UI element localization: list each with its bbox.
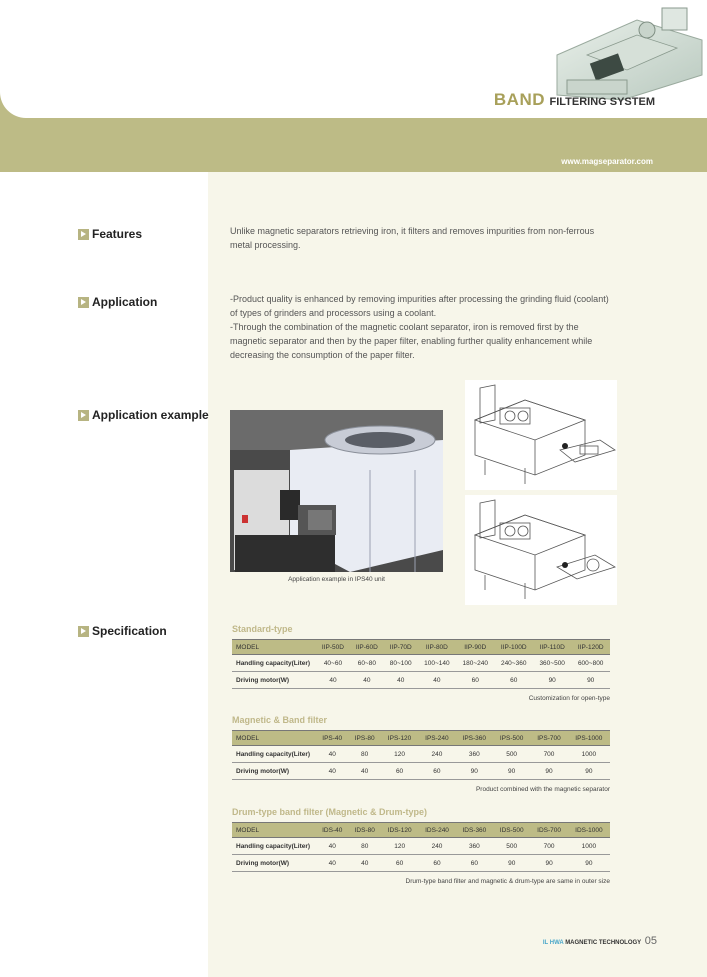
cell: 40 xyxy=(348,855,380,872)
table-row xyxy=(232,855,610,872)
cell: 40 xyxy=(316,672,350,689)
cell: 90 xyxy=(571,672,610,689)
photo-caption: Application example in IPS40 unit xyxy=(288,576,385,583)
header-cell: IIP-60D xyxy=(350,640,384,655)
application-line-2: -Through the combination of the magnetic coolant separator, iron is removed first by the magnetic separator and then by the paper filter, enabling further quality enhancement while decreasing the consumption of the paper filter. xyxy=(230,322,593,360)
cell: 40 xyxy=(384,672,418,689)
cell: 60 xyxy=(381,763,418,780)
header-cell: IDS-360 xyxy=(456,823,493,838)
cell: 360~500 xyxy=(533,655,571,672)
header-cell: IIP-70D xyxy=(384,640,418,655)
cell: 60 xyxy=(418,855,455,872)
cell: 40 xyxy=(316,838,348,855)
cell: 90 xyxy=(493,763,530,780)
cell: 500 xyxy=(493,746,530,763)
cell: 700 xyxy=(530,838,567,855)
features-heading-text: Features xyxy=(92,227,143,241)
cell: 180~240 xyxy=(456,655,494,672)
cell: 360 xyxy=(456,838,493,855)
arrow-icon xyxy=(78,410,89,421)
table-title-magnetic: Magnetic & Band filter xyxy=(232,715,328,725)
spec-table-magnetic xyxy=(232,730,610,780)
arrow-icon xyxy=(78,626,89,637)
header-cell: IPS-360 xyxy=(456,731,493,746)
cell: 90 xyxy=(493,855,530,872)
table-row xyxy=(232,838,610,855)
header-cell: MODEL xyxy=(232,640,316,655)
table-header-row xyxy=(232,823,610,838)
application-text xyxy=(230,292,610,362)
page-title xyxy=(494,90,655,110)
header-cell: IDS-120 xyxy=(381,823,418,838)
arrow-icon xyxy=(78,297,89,308)
table-row xyxy=(232,746,610,763)
features-heading xyxy=(78,227,142,241)
title-sub: FILTERING SYSTEM xyxy=(549,96,655,108)
cell: 1000 xyxy=(568,746,610,763)
arrow-icon xyxy=(78,229,89,240)
cell: 60 xyxy=(381,855,418,872)
row-label: Driving motor(W) xyxy=(232,763,316,780)
application-line-1: -Product quality is enhanced by removing impurities after processing the grinding fluid (coolant) of types of grinders and processors using a coolant. xyxy=(230,294,609,318)
cell: 700 xyxy=(530,746,567,763)
footer-brand: IL HWA xyxy=(542,940,564,946)
cell: 240~360 xyxy=(494,655,533,672)
cell: 90 xyxy=(533,672,571,689)
cell: 60 xyxy=(456,672,494,689)
header-cell: IPS-240 xyxy=(418,731,455,746)
spec-table-drum xyxy=(232,822,610,872)
machine-drawing-top xyxy=(465,380,617,490)
header-cell: IIP-120D xyxy=(571,640,610,655)
table-header-row xyxy=(232,640,610,655)
cell: 240 xyxy=(418,746,455,763)
header-cell: IDS-240 xyxy=(418,823,455,838)
cell: 40 xyxy=(348,763,380,780)
page-number: 05 xyxy=(644,935,657,947)
header-cell: IDS-40 xyxy=(316,823,348,838)
spec-table-standard xyxy=(232,639,610,689)
application-example-heading-text: Application example xyxy=(92,408,209,422)
header-cell: IPS-80 xyxy=(348,731,380,746)
cell: 90 xyxy=(568,763,610,780)
row-label: Handling capacity(Liter) xyxy=(232,746,316,763)
footer-text: MAGNETIC TECHNOLOGY xyxy=(565,940,642,946)
table-note-magnetic: Product combined with the magnetic separator xyxy=(475,786,610,793)
header-cell: IPS-1000 xyxy=(568,731,610,746)
header-cell: IIP-110D xyxy=(533,640,571,655)
page-footer xyxy=(543,935,657,947)
cell: 40 xyxy=(316,855,348,872)
table-header-row xyxy=(232,731,610,746)
header-cell: IDS-500 xyxy=(493,823,530,838)
cell: 40 xyxy=(350,672,384,689)
machine-drawing-bottom xyxy=(465,495,617,605)
header-cell: IPS-500 xyxy=(493,731,530,746)
table-note-drum: Drum-type band filter and magnetic & drum-type are same in outer size xyxy=(405,878,610,885)
cell: 40 xyxy=(316,746,348,763)
header-cell: IDS-700 xyxy=(530,823,567,838)
header-cell: IPS-700 xyxy=(530,731,567,746)
header-cell: IIP-90D xyxy=(456,640,494,655)
features-text: Unlike magnetic separators retrieving iron, it filters and removes impurities from non-ferrous metal processing. xyxy=(230,226,595,250)
specification-heading-text: Specification xyxy=(92,624,167,638)
application-heading-text: Application xyxy=(92,295,158,309)
cell: 120 xyxy=(381,746,418,763)
header-cell: MODEL xyxy=(232,823,316,838)
table-title-standard: Standard-type xyxy=(232,624,293,634)
cell: 80 xyxy=(348,838,380,855)
left-column xyxy=(0,170,208,977)
website-url: www.magseparator.com xyxy=(561,157,653,166)
cell: 1000 xyxy=(568,838,610,855)
row-label: Handling capacity(Liter) xyxy=(232,655,316,672)
table-row xyxy=(232,655,610,672)
cell: 80~100 xyxy=(384,655,418,672)
cell: 90 xyxy=(456,763,493,780)
table-note-standard: Customization for open-type xyxy=(528,695,610,702)
cell: 90 xyxy=(568,855,610,872)
header-cell: IDS-80 xyxy=(348,823,380,838)
machine-header-image xyxy=(527,0,707,100)
cell: 100~140 xyxy=(418,655,456,672)
table-row xyxy=(232,672,610,689)
table-row xyxy=(232,763,610,780)
cell: 60 xyxy=(494,672,533,689)
table-title-drum: Drum-type band filter (Magnetic & Drum-type) xyxy=(232,807,428,817)
cell: 600~800 xyxy=(571,655,610,672)
header-cell: IDS-1000 xyxy=(568,823,610,838)
header-cell: IPS-120 xyxy=(381,731,418,746)
cell: 80 xyxy=(348,746,380,763)
application-heading xyxy=(78,295,157,309)
row-label: Driving motor(W) xyxy=(232,672,316,689)
header-cell: IIP-100D xyxy=(494,640,533,655)
cell: 40 xyxy=(418,672,456,689)
application-photo xyxy=(230,410,443,572)
header-cell: IPS-40 xyxy=(316,731,348,746)
cell: 240 xyxy=(418,838,455,855)
cell: 60 xyxy=(456,855,493,872)
specification-heading xyxy=(78,624,167,638)
header-cell: IIP-80D xyxy=(418,640,456,655)
cell: 40~60 xyxy=(316,655,350,672)
cell: 60~80 xyxy=(350,655,384,672)
cell: 500 xyxy=(493,838,530,855)
cell: 60 xyxy=(418,763,455,780)
title-main: BAND xyxy=(493,90,546,109)
cell: 40 xyxy=(316,763,348,780)
cell: 360 xyxy=(456,746,493,763)
header-cell: MODEL xyxy=(232,731,316,746)
header-cell: IIP-50D xyxy=(316,640,350,655)
cell: 90 xyxy=(530,855,567,872)
cell: 90 xyxy=(530,763,567,780)
cell: 120 xyxy=(381,838,418,855)
application-example-heading xyxy=(78,408,209,422)
row-label: Driving motor(W) xyxy=(232,855,316,872)
row-label: Handling capacity(Liter) xyxy=(232,838,316,855)
